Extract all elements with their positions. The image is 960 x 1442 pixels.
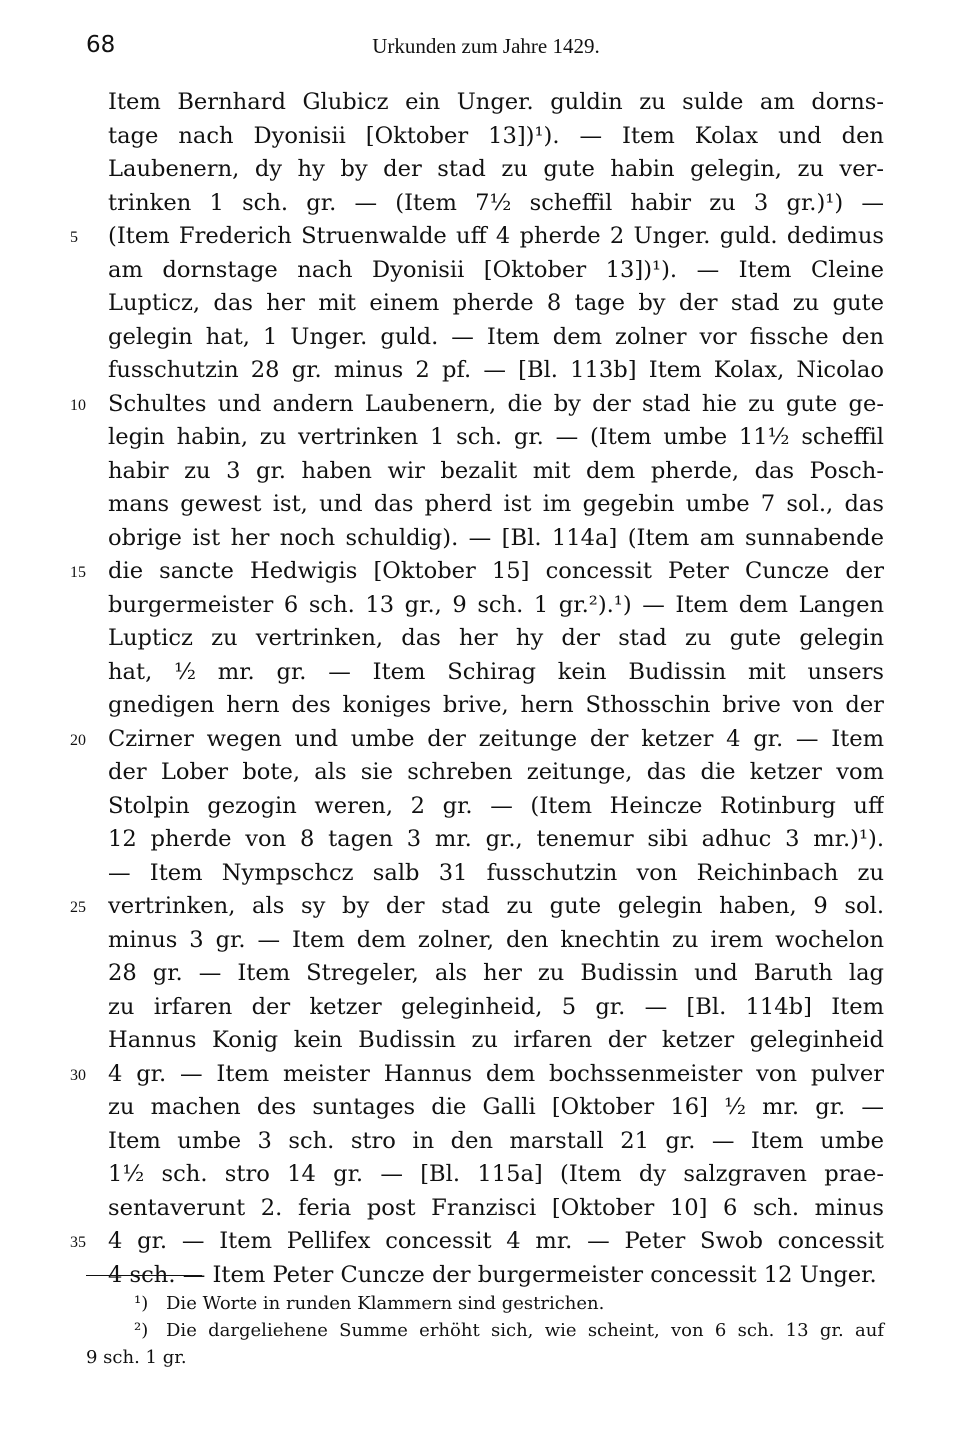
footnote-mark: ¹): [134, 1293, 149, 1314]
text-line: [0, 522, 960, 556]
line-text: der Lober bote, als sie schreben zeitunge, das die ketzer vom: [108, 759, 884, 785]
text-line: [0, 857, 960, 891]
line-text: — Item Nympschcz salb 31 fusschutzin von Reichinbach zu: [108, 859, 884, 886]
line-text: Schultes und andern Laubenern, die by der stad hie zu gute ge-: [108, 390, 884, 417]
line-text: am dornstage nach Dyonisii [Oktober 13])¹). — Item Cleine: [108, 256, 884, 283]
text-line: [0, 220, 960, 254]
text-line: [0, 890, 960, 924]
line-text: habir zu 3 gr. haben wir bezalit mit dem pherde, das Posch-: [108, 457, 884, 484]
text-line: [0, 1225, 960, 1259]
line-text: Laubenern, dy hy by der stad zu gute habin gelegin, zu ver-: [108, 156, 884, 182]
running-title: Urkunden zum Jahre 1429.: [372, 34, 600, 58]
line-text: 1½ sch. stro 14 gr. — [Bl. 115a] (Item dy salzgraven prae-: [108, 1161, 884, 1187]
footnote-text: Die dargeliehene Summe erhöht sich, wie scheint, von 6 sch. 13 gr. auf: [166, 1320, 884, 1341]
text-line: [0, 354, 960, 388]
text-line: [0, 555, 960, 589]
line-number: 20: [70, 731, 86, 749]
line-number: 25: [70, 899, 86, 916]
line-text: vertrinken, als sy by der stad zu gute gelegin haben, 9 sol.: [108, 893, 884, 919]
text-line: [0, 120, 960, 154]
line-text: 4 gr. — Item meister Hannus dem bochssenmeister von pulver: [108, 1060, 884, 1087]
text-line: [0, 656, 960, 690]
text-line: [0, 86, 960, 120]
text-line: [0, 756, 960, 790]
text-line: [0, 723, 960, 757]
text-line: [0, 153, 960, 187]
page-number: 68: [86, 32, 116, 58]
body-text: [0, 86, 960, 1292]
line-text: 4 sch. — Item Peter Cuncze der burgermeister concessit 12 Unger.: [108, 1261, 877, 1288]
text-line: [0, 287, 960, 321]
line-text: sentaverunt 2. feria post Franzisci [Oktober 10] 6 sch. minus: [108, 1194, 884, 1221]
line-text: tage nach Dyonisii [Oktober 13])¹). — Item Kolax und den: [108, 122, 884, 149]
line-text: mans gewest ist, und das pherd ist im gegebin umbe 7 sol., das: [108, 491, 884, 517]
line-text: Item umbe 3 sch. stro in den marstall 21 gr. — Item umbe: [108, 1127, 884, 1154]
footnote-mark: ²): [134, 1320, 149, 1341]
footnote-2-continued: [86, 1344, 886, 1371]
line-text: zu irfaren der ketzer geleginheid, 5 gr. — [Bl. 114b] Item: [108, 993, 884, 1020]
line-text: trinken 1 sch. gr. — (Item 7½ scheffil habir zu 3 gr.)¹) —: [108, 189, 884, 216]
line-text: Lupticz zu vertrinken, das her hy der stad zu gute gelegin: [108, 625, 884, 651]
text-line: [0, 321, 960, 355]
text-line: [0, 1091, 960, 1125]
line-text: burgermeister 6 sch. 13 gr., 9 sch. 1 gr.²).¹) — Item dem Langen: [108, 591, 884, 618]
line-number: 10: [70, 396, 86, 414]
line-text: zu machen des suntages die Galli [Oktober 16] ½ mr. gr. —: [108, 1094, 884, 1120]
text-line: [0, 823, 960, 857]
line-text: gelegin hat, 1 Unger. guld. — Item dem zolner vor fissche den: [108, 323, 884, 350]
text-line: [0, 1158, 960, 1192]
line-number: 35: [70, 1234, 86, 1251]
text-line: [0, 589, 960, 623]
text-line: [0, 689, 960, 723]
line-text: obrige ist her noch schuldig). — [Bl. 114a] (Item am sunnabende: [108, 524, 884, 551]
line-text: minus 3 gr. — Item dem zolner, den knechtin zu irem wochelon: [108, 926, 884, 953]
text-line: [0, 1024, 960, 1058]
footnote-divider: [86, 1275, 202, 1276]
text-line: [0, 388, 960, 422]
line-text: die sancte Hedwigis [Oktober 15] concessit Peter Cuncze der: [108, 558, 884, 584]
line-number: 15: [70, 564, 86, 581]
footnote-text: 9 sch. 1 gr.: [86, 1347, 187, 1368]
line-text: legin habin, zu vertrinken 1 sch. gr. — (Item umbe 11½ scheffil: [108, 424, 884, 450]
text-line: [0, 1058, 960, 1092]
footnotes: [86, 1290, 886, 1371]
line-text: Hannus Konig kein Budissin zu irfaren der ketzer geleginheid: [108, 1027, 884, 1053]
page-header: [86, 32, 886, 66]
line-text: Item Bernhard Glubicz ein Unger. guldin zu sulde am dorns-: [108, 89, 884, 115]
footnote-2: [86, 1317, 886, 1344]
line-text: 12 pherde von 8 tagen 3 mr. gr., tenemur sibi adhuc 3 mr.)¹).: [108, 826, 884, 852]
line-text: Stolpin gezogin weren, 2 gr. — (Item Heincze Rotinburg uff: [108, 792, 884, 819]
line-text: gnedigen hern des koniges brive, hern Sthosschin brive von der: [108, 692, 884, 718]
line-text: Czirner wegen und umbe der zeitunge der ketzer 4 gr. — Item: [108, 725, 884, 752]
text-line: [0, 488, 960, 522]
text-line: [0, 991, 960, 1025]
line-text: hat, ½ mr. gr. — Item Schirag kein Budissin mit unsers: [108, 658, 884, 685]
text-line: [0, 1125, 960, 1159]
text-line: [0, 187, 960, 221]
text-line: [0, 254, 960, 288]
line-text: 28 gr. — Item Stregeler, als her zu Budissin und Baruth lag: [108, 960, 884, 986]
line-text: fusschutzin 28 gr. minus 2 pf. — [Bl. 113b] Item Kolax, Nicolao: [108, 357, 884, 383]
text-line: [0, 1192, 960, 1226]
text-line: [0, 924, 960, 958]
line-number: 5: [70, 229, 78, 246]
line-text: Lupticz, das her mit einem pherde 8 tage by der stad zu gute: [108, 290, 884, 316]
line-number: 30: [70, 1066, 86, 1084]
text-line: [0, 957, 960, 991]
text-line: [0, 790, 960, 824]
text-line: [0, 455, 960, 489]
line-text: (Item Frederich Struenwalde uff 4 pherde 2 Unger. guld. dedimus: [108, 223, 884, 249]
footnote-1: [86, 1290, 886, 1317]
footnote-text: Die Worte in runden Klammern sind gestrichen.: [166, 1293, 605, 1314]
line-text: 4 gr. — Item Pellifex concessit 4 mr. — Peter Swob concessit: [108, 1228, 884, 1254]
text-line: [0, 421, 960, 455]
text-line: [0, 622, 960, 656]
